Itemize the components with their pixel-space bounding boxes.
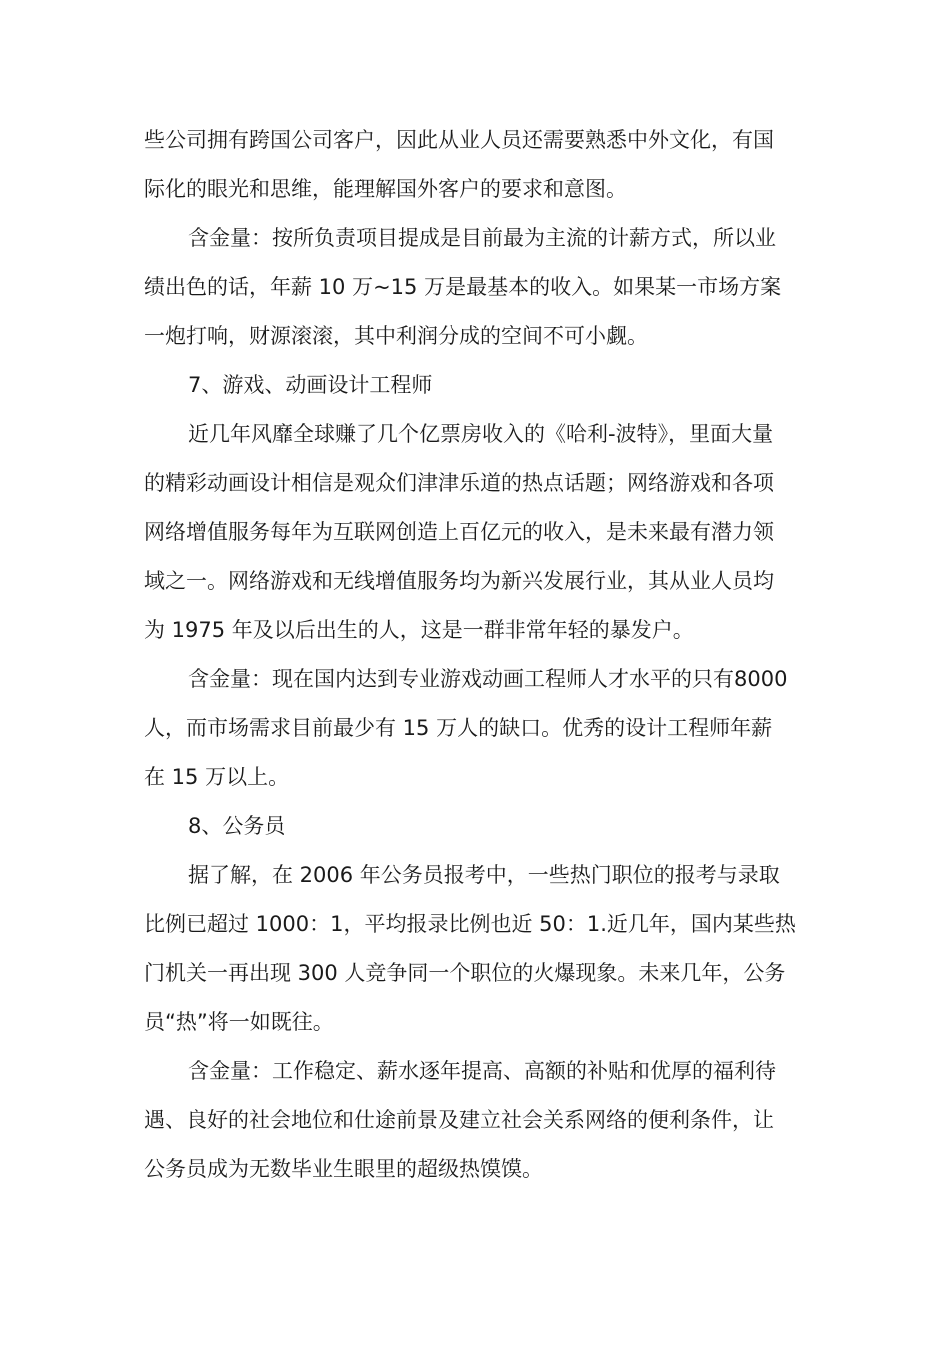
- text-line: 绩出色的话，年薪 10 万~15 万是最基本的收入。如果某一市场方案: [144, 275, 782, 299]
- text-line: 的精彩动画设计相信是观众们津津乐道的热点话题；网络游戏和各项: [144, 471, 774, 495]
- paragraph-first-line: 含金量：按所负责项目提成是目前最为主流的计薪方式，所以业: [188, 226, 776, 250]
- paragraph-first-line: 近几年风靡全球赚了几个亿票房收入的《哈利-波特》，里面大量: [188, 422, 774, 446]
- text-line: 网络增值服务每年为互联网创造上百亿元的收入，是未来最有潜力领: [144, 520, 774, 544]
- text-line: 些公司拥有跨国公司客户，因此从业人员还需要熟悉中外文化，有国: [144, 128, 774, 152]
- text-line: 比例已超过 1000：1，平均报录比例也近 50：1.近几年，国内某些热: [144, 912, 796, 936]
- text-line: 域之一。网络游戏和无线增值服务均为新兴发展行业，其从业人员均: [144, 569, 774, 593]
- text-line: 员“热”将一如既往。: [144, 1010, 334, 1034]
- paragraph-first-line: 据了解，在 2006 年公务员报考中，一些热门职位的报考与录取: [188, 863, 780, 887]
- text-line: 人，而市场需求目前最少有 15 万人的缺口。优秀的设计工程师年薪: [144, 716, 773, 740]
- paragraph-first-line: 含金量：工作稳定、薪水逐年提高、高额的补贴和优厚的福利待: [188, 1059, 776, 1083]
- paragraph-first-line: 含金量：现在国内达到专业游戏动画工程师人才水平的只有8000: [188, 667, 788, 691]
- section-heading: 7、游戏、动画设计工程师: [188, 373, 433, 397]
- text-line: 一炮打响，财源滚滚，其中利润分成的空间不可小觑。: [144, 324, 648, 348]
- document-body: [144, 116, 816, 1194]
- text-line: 公务员成为无数毕业生眼里的超级热馍馍。: [144, 1157, 543, 1181]
- text-line: 在 15 万以上。: [144, 765, 290, 789]
- text-line: 为 1975 年及以后出生的人，这是一群非常年轻的暴发户。: [144, 618, 694, 642]
- text-line: 遇、良好的社会地位和仕途前景及建立社会关系网络的便利条件，让: [144, 1108, 774, 1132]
- section-heading: 8、公务员: [188, 814, 286, 838]
- text-line: 际化的眼光和思维，能理解国外客户的要求和意图。: [144, 177, 627, 201]
- text-line: 门机关一再出现 300 人竞争同一个职位的火爆现象。未来几年，公务: [144, 961, 786, 985]
